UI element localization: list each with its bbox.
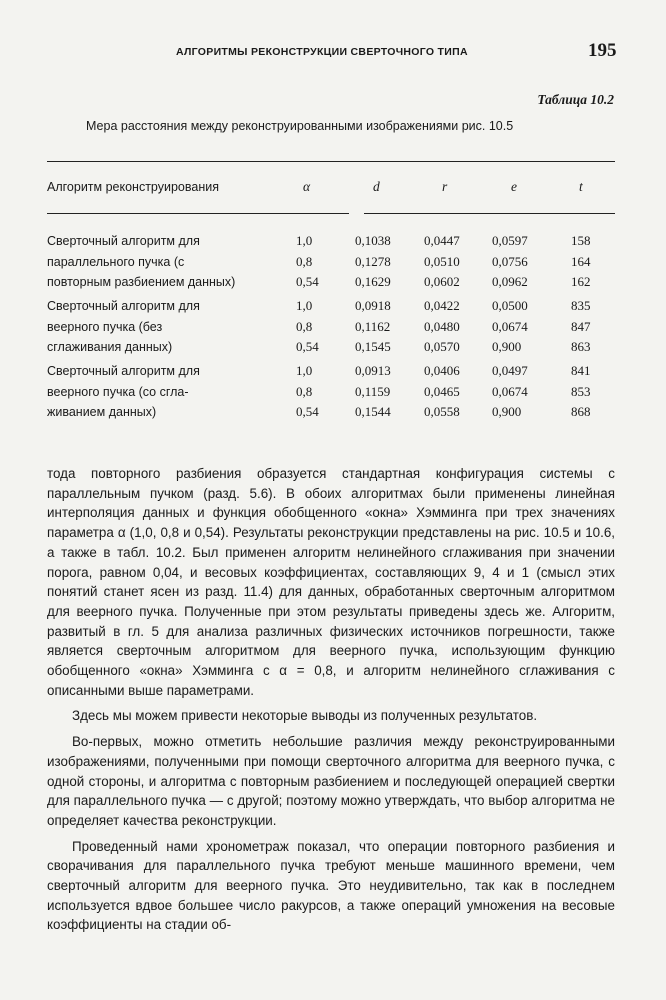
table-cell: 0,8 — [296, 253, 313, 269]
algorithm-name-line: повторным разбиением данных) — [47, 275, 236, 289]
table-cell: 0,0962 — [492, 274, 528, 289]
column-header-r: r — [442, 179, 448, 194]
table-cell: 1,0 — [296, 233, 313, 248]
table-cell: 835 — [571, 298, 591, 313]
algorithm-name-line: Сверточный алгоритм для — [47, 364, 200, 378]
header-rule-left — [47, 213, 349, 214]
algorithm-name-line: живанием данных) — [47, 405, 157, 419]
table-cell: 863 — [571, 339, 591, 354]
table-cell: 0,0674 — [492, 318, 528, 334]
table-cell: 0,900 — [492, 404, 522, 419]
table-cell: 1,0 — [296, 298, 313, 313]
header-rule-right — [364, 213, 615, 214]
table-cell: 0,0510 — [424, 253, 460, 269]
running-head — [0, 42, 666, 64]
table-cell: 162 — [571, 274, 591, 289]
paragraph: тода повторного разбиения образуется стандартная конфигурация системы с параллельным пучком (разд. 5.6). В обоих алгоритмах были применены линейная интерполяция данных и функция обобщенного «окна» Хэмминга при трех значениях параметра α (1,0, 0,8 и 0,54). Результаты реконструкции представлены на рис. 10.5 и 10.6, а также в табл. 10.2. Был применен алгоритм нелинейного сглаживания при значении порога, равном 0,04, и весовых коэффициентах, составляющих 9, 4 и 1 (смысл этих понятий станет ясен из разд. 11.4) для данных, обработанных сверточным алгоритмом для веерного пучка. Полученные при этом результаты приведены здесь же. Алгоритм, развитый в гл. 5 для анализа различных физических источников погрешности, также является сверточным алгоритмом для веерного пучка, использующим функцию обобщенного «окна» Хэмминга с α = 0,8, и алгоритм нелинейного сглаживания с описанными выше параметрами. — [47, 466, 615, 698]
column-header-alpha: α — [303, 179, 311, 194]
table-cell: 164 — [571, 253, 591, 269]
table-cell: 0,54 — [296, 274, 319, 289]
algorithm-name-line: Сверточный алгоритм для — [47, 234, 200, 248]
table-cell: 0,1159 — [355, 383, 391, 399]
table-cell: 0,0480 — [424, 318, 460, 334]
table-cell: 0,0497 — [492, 363, 528, 378]
table-cell: 0,1278 — [355, 253, 391, 269]
algorithm-name-line: веерного пучка (со сгла- — [47, 384, 189, 399]
table-cell: 868 — [571, 404, 591, 419]
body-text — [47, 464, 615, 935]
table-cell: 1,0 — [296, 363, 313, 378]
table-cell: 0,1629 — [355, 274, 391, 289]
table-top-rule — [47, 161, 615, 162]
table-cell: 0,8 — [296, 318, 313, 334]
table-cell: 0,54 — [296, 339, 319, 354]
running-title: АЛГОРИТМЫ РЕКОНСТРУКЦИИ СВЕРТОЧНОГО ТИПА — [176, 46, 468, 58]
table-cell: 0,0602 — [424, 274, 460, 289]
table-cell: 0,0465 — [424, 383, 460, 399]
algorithm-name-line: параллельного пучка (с — [47, 254, 185, 269]
table-label: Таблица 10.2 — [537, 92, 614, 107]
paragraph: Во-первых, можно отметить небольшие различия между реконструированными изображениями, полученными при помощи сверточного алгоритма для веерного пучка, с одной стороны, и алгоритма с повторным разбиением и последующей операцией свертки для параллельного пучка — с другой; поэтому можно утверждать, что выбор алгоритма не определяет качества реконструкции. — [47, 734, 615, 828]
table-cell: 158 — [571, 233, 591, 248]
table-cell: 853 — [571, 383, 591, 399]
table-cell: 0,8 — [296, 383, 313, 399]
table-cell: 0,0913 — [355, 363, 391, 378]
algorithm-name-line: веерного пучка (без — [47, 319, 163, 334]
table-cell: 0,0570 — [424, 339, 460, 354]
table-cell: 0,0558 — [424, 404, 460, 419]
table-cell: 0,54 — [296, 404, 319, 419]
table-cell: 0,0406 — [424, 363, 460, 378]
column-header-algorithm: Алгоритм реконструирования — [47, 180, 219, 194]
table-cell: 0,0422 — [424, 298, 460, 313]
table-cell: 0,0597 — [492, 233, 528, 248]
table-cell: 0,0447 — [424, 233, 460, 248]
algorithm-name-line: сглаживания данных) — [47, 340, 173, 354]
table-cell: 0,0756 — [492, 253, 528, 269]
table-cell: 0,1162 — [355, 318, 391, 334]
table-cell: 0,1544 — [355, 404, 391, 419]
paragraph: Проведенный нами хронометраж показал, что операции повторного разбиения и сворачивания для параллельного пучка требуют меньше машинного времени, чем сверточный алгоритм для веерного пучка. Это неудивительно, так как в последнем используется вдвое большее число ракурсов, а также операций умножения на весовые коэффициенты на стадии об- — [47, 838, 615, 933]
table-caption: Мера расстояния между реконструированными изображениями рис. 10.5 — [86, 119, 514, 133]
table-cell: 0,0918 — [355, 298, 391, 313]
table-cell: 0,900 — [492, 339, 522, 354]
table-cell: 847 — [571, 318, 591, 334]
table-cell: 0,0674 — [492, 383, 528, 399]
table-cell: 0,1038 — [355, 233, 391, 248]
column-header-t: t — [579, 179, 583, 194]
page-number: 195 — [588, 40, 617, 61]
paragraph: Здесь мы можем привести некоторые выводы из полученных результатов. — [72, 708, 538, 724]
column-header-e: e — [511, 179, 517, 194]
table-cell: 841 — [571, 363, 591, 378]
column-header-d: d — [373, 179, 380, 194]
algorithm-name-line: Сверточный алгоритм для — [47, 299, 200, 313]
table-cell: 0,0500 — [492, 298, 528, 313]
table-cell: 0,1545 — [355, 339, 391, 354]
